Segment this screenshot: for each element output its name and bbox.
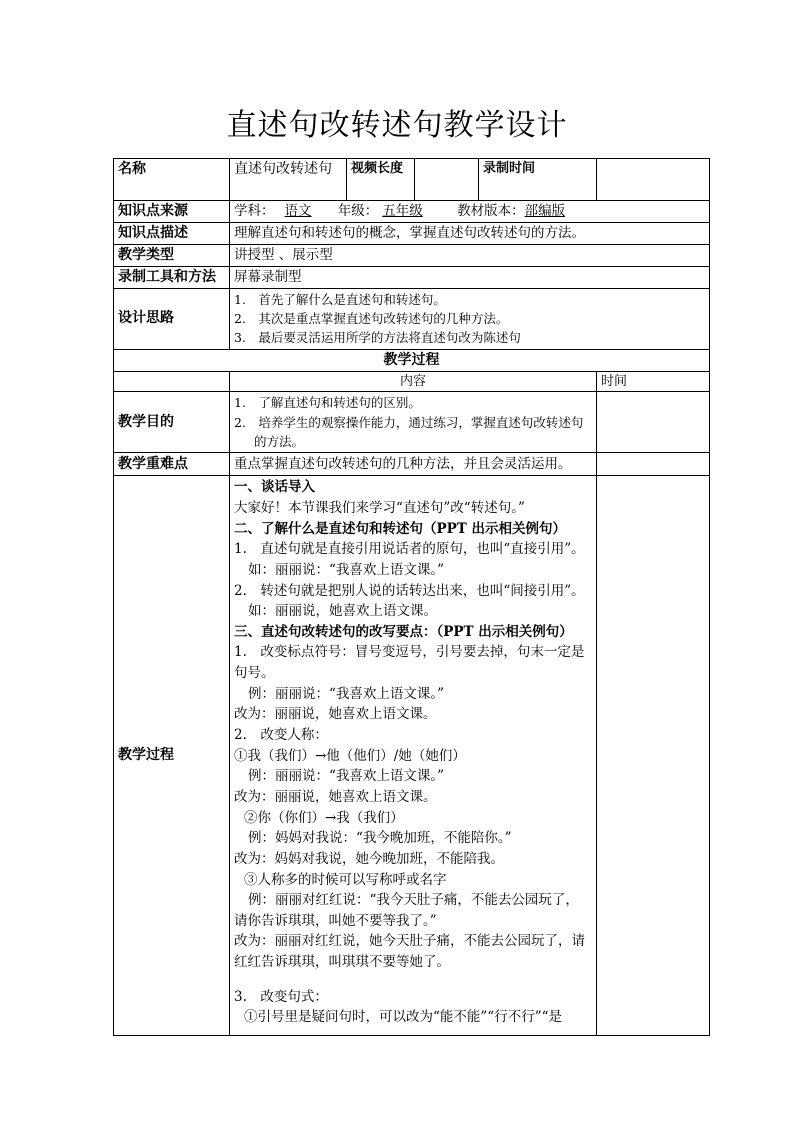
section-heading: 一、谈话导入	[234, 479, 315, 496]
paragraph: 1. 直述句就是直接引用说话者的原句，也叫“直接引用”。	[234, 541, 585, 558]
rewrite-line: 改为：妈妈对我说，她今晚加班，不能陪我。	[234, 850, 504, 867]
goal-item: 2. 培养学生的观察操作能力，通过练习，掌握直述句改转述句的方法。	[234, 414, 584, 449]
sub-point: ③人称多的时候可以写称呼或名字	[244, 871, 447, 888]
key-label: 教学重难点	[114, 453, 230, 476]
goal-list	[230, 392, 597, 453]
subject-prefix: 学科：	[234, 203, 275, 219]
goal-time	[597, 392, 710, 453]
goal-label: 教学目的	[114, 392, 230, 453]
type-value: 讲授型 、展示型	[230, 244, 710, 266]
key-value: 重点掌握直述句改转述句的几种方法，并且会灵活运用。	[230, 453, 597, 476]
paragraph: 1. 改变标点符号：冒号变逗号，引号要去掉，句末一定是句号。	[234, 644, 585, 682]
video-length-label: 视频长度	[347, 159, 415, 201]
procedure-content	[230, 476, 597, 1036]
example-line: 例：丽丽对红红说：“我今天肚子痛，不能去公园玩了，请你告诉琪琪，叫她不要等我了。”	[234, 892, 579, 929]
design-item: 2. 其次是重点掌握直述句改转述句的几种方法。	[234, 310, 509, 326]
example-line: 如：丽丽说，她喜欢上语文课。	[248, 603, 437, 620]
tool-value: 屏幕录制型	[230, 266, 710, 288]
edition-value: 部编版	[524, 203, 566, 219]
sub-point: ①我（我们）→他（他们）/她（她们）	[234, 747, 466, 764]
desc-label: 知识点描述	[114, 222, 230, 244]
name-label: 名称	[114, 159, 230, 201]
section-heading: 二、了解什么是直述句和转述句（PPT 出示相关例句）	[234, 520, 567, 537]
type-label: 教学类型	[114, 244, 230, 266]
process-heading: 教学过程	[114, 349, 710, 371]
rewrite-line: 改为：丽丽说，她喜欢上语文课。	[234, 706, 437, 723]
grade-value: 五年级	[382, 203, 423, 219]
rewrite-line: 改为：丽丽说，她喜欢上语文课。	[234, 788, 437, 805]
row-source	[114, 201, 710, 223]
row-column-headers	[114, 371, 710, 392]
procedure-label: 教学过程	[114, 476, 230, 1036]
goal-item: 1. 了解直述句和转述句的区别。	[234, 395, 421, 411]
source-value	[230, 201, 710, 223]
blank-header	[114, 371, 230, 392]
row-process-heading	[114, 349, 710, 371]
key-time	[597, 453, 710, 476]
sub-point: ①引号里是疑问句时，可以改为“能不能”“行不行”“是	[244, 1009, 563, 1026]
row-goal	[114, 392, 710, 453]
row-procedure	[114, 476, 710, 1036]
example-line: 如：丽丽说：“我喜欢上语文课。”	[248, 561, 445, 578]
example-line: 例：丽丽说：“我喜欢上语文课。”	[248, 768, 445, 785]
paragraph: 大家好！本节课我们来学习“直述句”改“转述句。”	[234, 500, 525, 516]
grade-prefix: 年级：	[337, 203, 379, 219]
procedure-time	[597, 476, 710, 1036]
time-header: 时间	[597, 371, 710, 392]
content-header: 内容	[230, 371, 597, 392]
lesson-design-table	[113, 158, 710, 1036]
example-line: 例：丽丽说：“我喜欢上语文课。”	[248, 685, 445, 702]
edition-prefix: 教材版本：	[457, 203, 525, 219]
design-list	[230, 288, 710, 349]
source-label: 知识点来源	[114, 201, 230, 223]
row-tool	[114, 266, 710, 288]
tool-label: 录制工具和方法	[114, 266, 230, 288]
design-label: 设计思路	[114, 288, 230, 349]
row-name	[114, 159, 710, 201]
section-heading: 三、直述句改转述句的改写要点：（PPT 出示相关例句）	[234, 623, 573, 640]
row-key	[114, 453, 710, 476]
row-design	[114, 288, 710, 349]
record-time-label: 录制时间	[479, 159, 597, 201]
record-time-value	[597, 159, 710, 201]
example-line: 例：妈妈对我说：“我今晚加班，不能陪你。”	[248, 830, 512, 847]
subject-value: 语文	[284, 203, 312, 219]
blank-line	[234, 973, 592, 987]
video-length-value	[415, 159, 479, 201]
name-value: 直述句改转述句	[230, 159, 347, 201]
paragraph: 2. 转述句就是把别人说的话转达出来，也叫“间接引用”。	[234, 582, 585, 599]
row-type	[114, 244, 710, 266]
document-title: 直述句改转述句教学设计	[226, 108, 568, 143]
paragraph: 3. 改变句式：	[234, 988, 328, 1005]
design-item: 1. 首先了解什么是直述句和转述句。	[234, 291, 446, 307]
sub-point: ②你（你们）→我（我们）	[244, 809, 404, 826]
design-item: 3. 最后要灵活运用所学的方法将直述句改为陈述句	[234, 330, 521, 346]
rewrite-line: 改为：丽丽对红红说，她今天肚子痛，不能去公园玩了，请红红告诉琪琪，叫琪琪不要等她了。	[234, 933, 585, 971]
desc-value: 理解直述句和转述句的概念，掌握直述句改转述句的方法。	[230, 222, 710, 244]
row-desc	[114, 222, 710, 244]
paragraph: 2. 改变人称：	[234, 727, 328, 744]
